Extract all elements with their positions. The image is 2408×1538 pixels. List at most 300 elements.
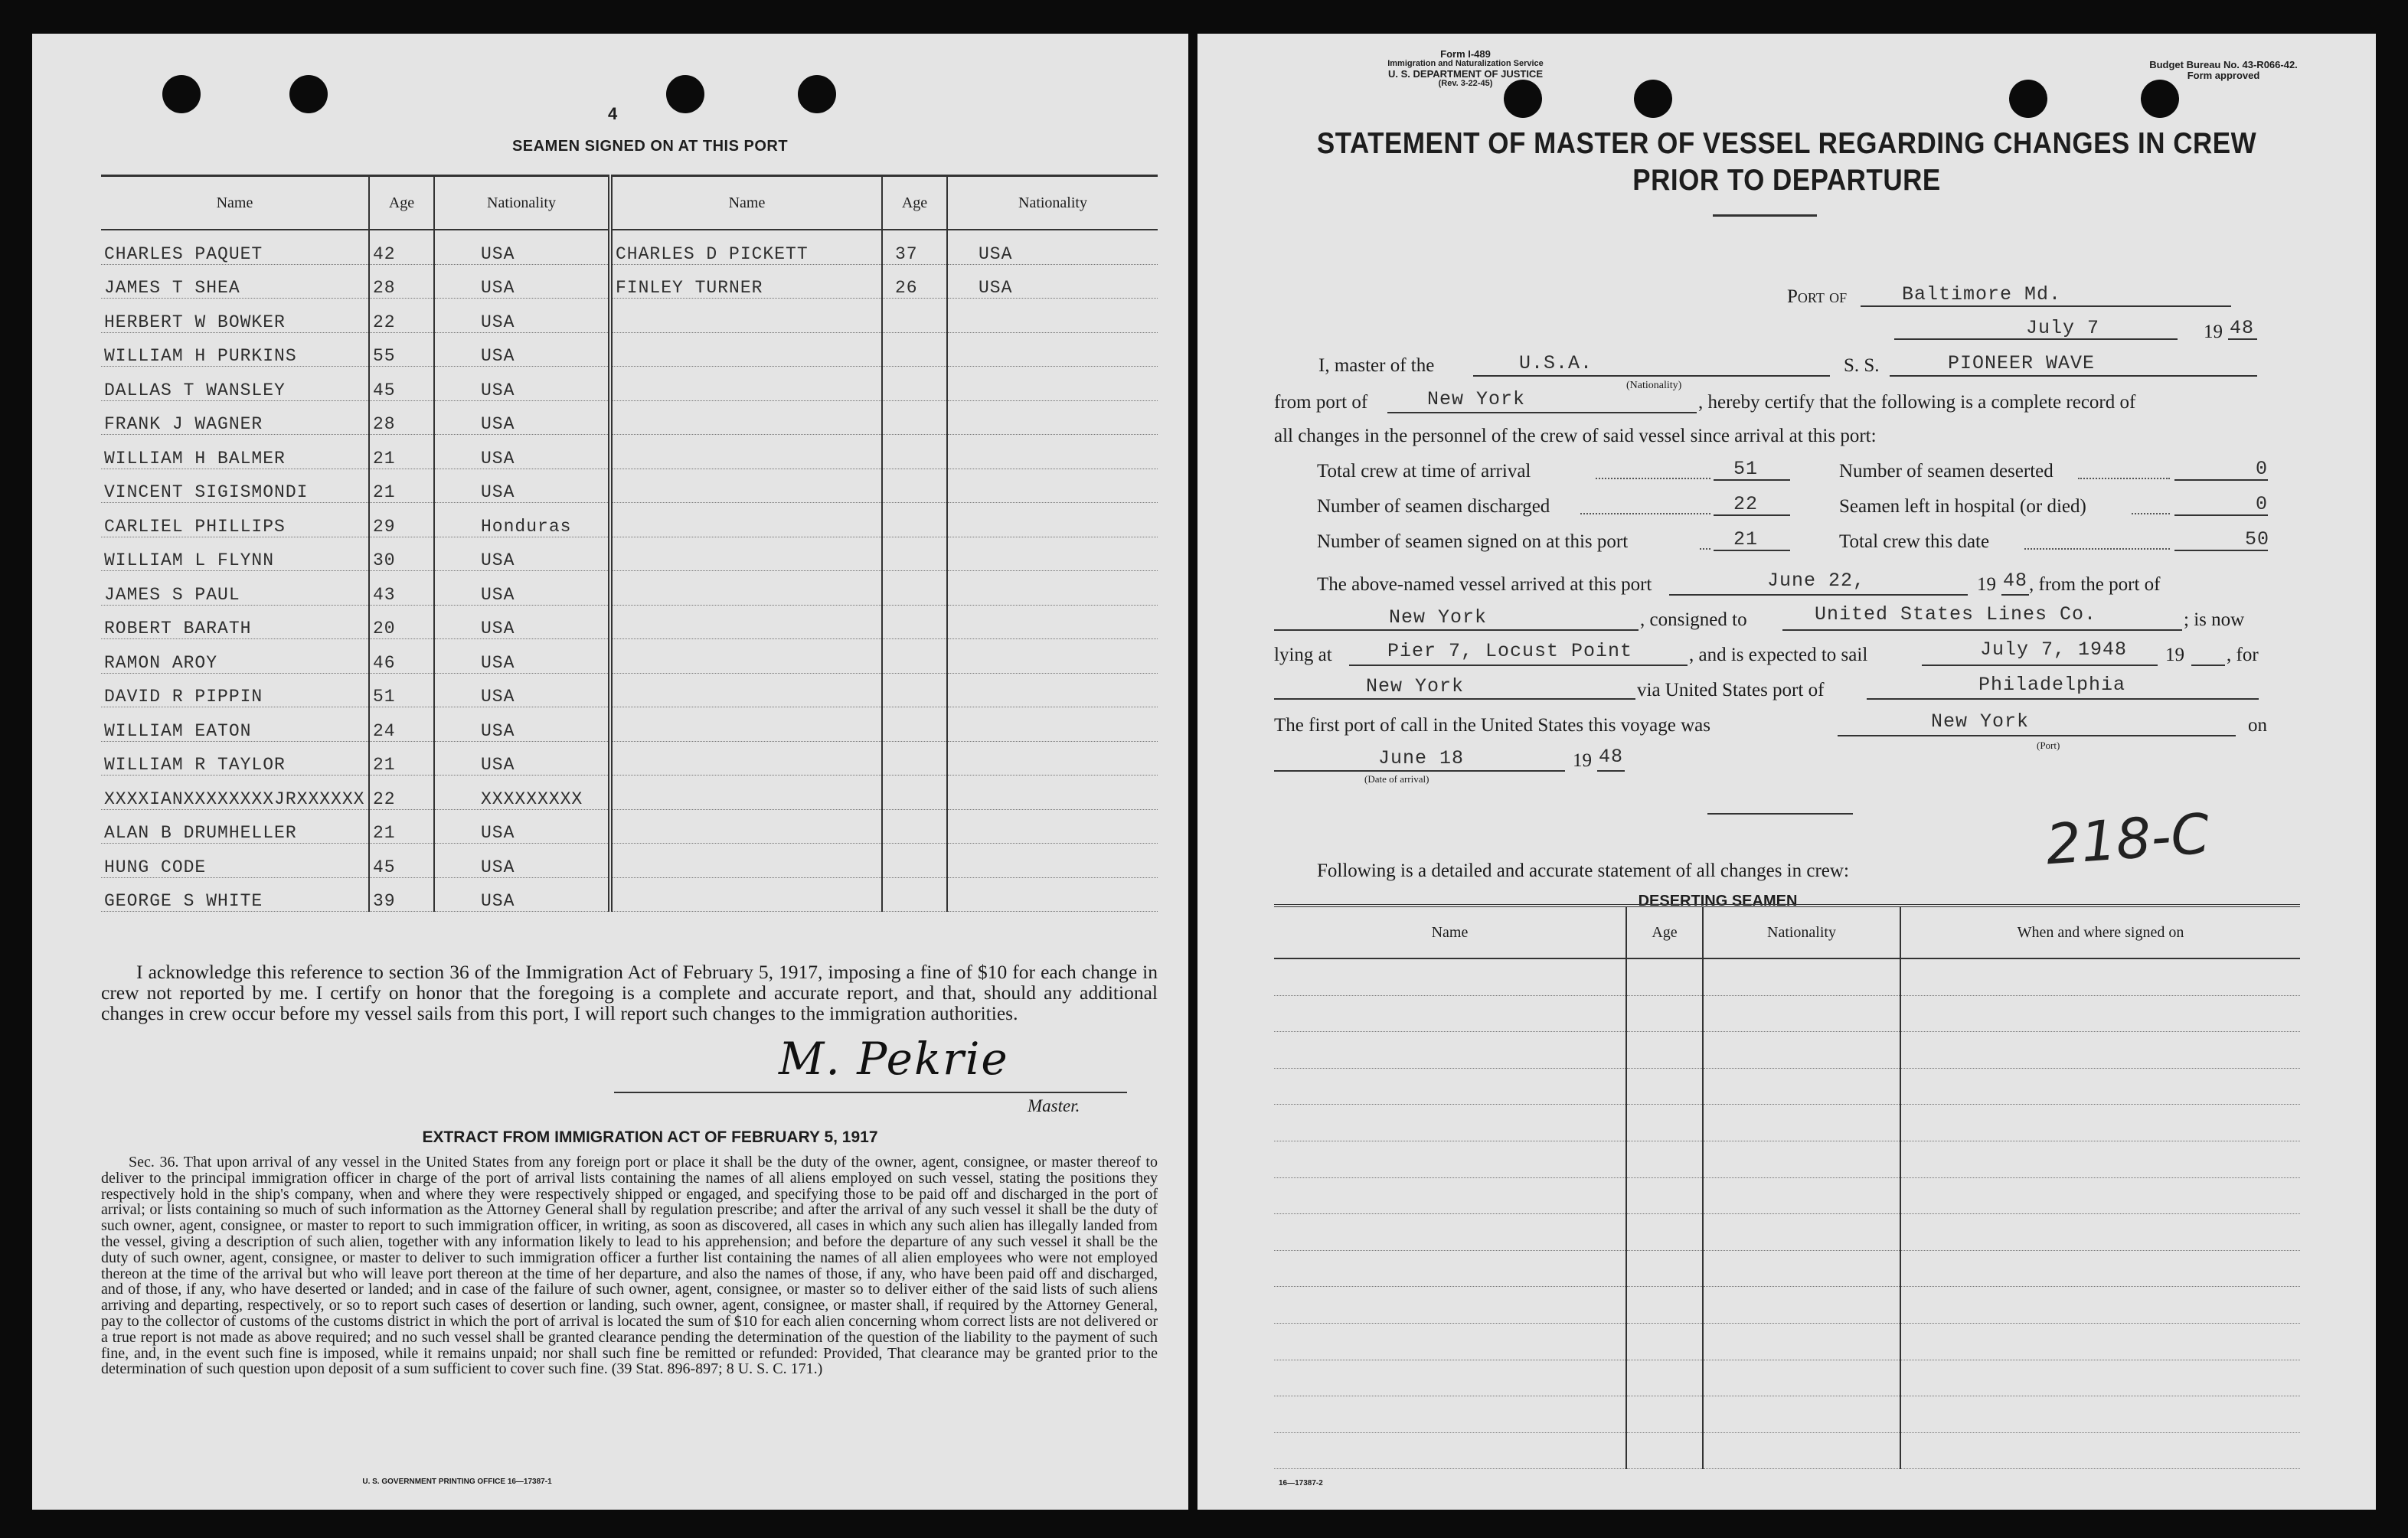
seaman-nationality: USA <box>434 707 610 742</box>
seaman-nationality <box>947 741 1158 776</box>
blank-cell <box>1703 1250 1900 1287</box>
seaman-age <box>882 673 947 707</box>
arrival-date-value: June 18 <box>1378 747 1465 769</box>
seaman-age <box>882 809 947 844</box>
seaman-age: 20 <box>369 605 434 639</box>
blank-cell <box>1626 1287 1703 1324</box>
seaman-age <box>882 367 947 401</box>
seaman-age <box>882 469 947 503</box>
blank-cell <box>1703 1032 1900 1069</box>
blank-cell <box>1626 1360 1703 1396</box>
seamen-signed-on-table <box>101 175 1158 912</box>
seaman-nationality: USA <box>434 605 610 639</box>
punch-hole-icon <box>2141 80 2179 118</box>
blank-cell <box>1274 1360 1626 1396</box>
blank-cell <box>1900 958 2300 995</box>
seaman-name: CHARLES D PICKETT <box>610 230 882 264</box>
left-page <box>32 34 1188 1510</box>
seaman-age: 21 <box>369 809 434 844</box>
seaman-name: JAMES S PAUL <box>101 571 369 606</box>
blank-cell <box>1626 1323 1703 1360</box>
blank-cell <box>1626 1177 1703 1214</box>
table-row <box>101 809 1158 844</box>
column-header-age: Age <box>1626 906 1703 958</box>
revision-date: (Rev. 3-22-45) <box>1438 79 1493 88</box>
discharged-field <box>1714 514 1790 516</box>
seaman-name: WILLIAM L FLYNN <box>101 537 369 571</box>
seaman-age: 45 <box>369 844 434 878</box>
seaman-nationality <box>947 367 1158 401</box>
table-row <box>101 230 1158 264</box>
seaman-age <box>882 877 947 912</box>
table-row <box>101 571 1158 606</box>
table-row <box>101 605 1158 639</box>
deserting-title: DESERTING SEAMEN <box>1638 893 1798 909</box>
arrival-year-value: 48 <box>1599 746 1624 768</box>
seaman-age: 46 <box>369 639 434 674</box>
seaman-nationality: USA <box>434 673 610 707</box>
seaman-age: 39 <box>369 877 434 912</box>
seaman-nationality <box>947 435 1158 469</box>
seaman-nationality <box>947 605 1158 639</box>
seaman-nationality <box>947 400 1158 435</box>
total-date-value: 50 <box>2245 528 2270 550</box>
seaman-age <box>882 741 947 776</box>
blank-cell <box>1274 1432 1626 1469</box>
blank-cell <box>1900 1177 2300 1214</box>
seaman-age: 22 <box>369 299 434 333</box>
column-header-when-where: When and where signed on <box>1900 906 2300 958</box>
footer-code: 16—17387-2 <box>1279 1479 1323 1487</box>
nationality-field <box>1473 375 1830 377</box>
seaman-nationality: USA <box>434 230 610 264</box>
destination-field <box>1274 698 1635 700</box>
year-prefix: 19 <box>2204 322 2223 342</box>
blank-cell <box>1900 1360 2300 1396</box>
seaman-name <box>610 571 882 606</box>
seaman-age <box>882 605 947 639</box>
column-header-nationality: Nationality <box>947 176 1158 230</box>
section-rule <box>1707 813 1853 815</box>
blank-cell <box>1703 1141 1900 1177</box>
blank-cell <box>1626 1141 1703 1177</box>
seaman-name <box>610 776 882 810</box>
arrived-date-field <box>1669 594 1968 596</box>
seaman-age <box>882 571 947 606</box>
year-field <box>2228 338 2257 340</box>
seaman-name: WILLIAM H PURKINS <box>101 332 369 367</box>
seaman-nationality: Honduras <box>434 503 610 537</box>
from-the-port-label: , from the port of <box>2029 574 2161 595</box>
seaman-age: 22 <box>369 776 434 810</box>
agency-name: Immigration and Naturalization Service <box>1387 59 1544 68</box>
total-arrival-value: 51 <box>1733 458 1759 480</box>
seaman-nationality: USA <box>434 571 610 606</box>
blank-cell <box>1703 958 1900 995</box>
seaman-age: 26 <box>882 264 947 299</box>
seaman-age <box>882 639 947 674</box>
seaman-name <box>610 809 882 844</box>
seaman-name <box>610 605 882 639</box>
seaman-age: 43 <box>369 571 434 606</box>
table-row <box>101 469 1158 503</box>
table-row <box>101 776 1158 810</box>
blank-cell <box>1626 1032 1703 1069</box>
table-row <box>101 332 1158 367</box>
leader-dots <box>2078 478 2170 479</box>
seaman-name: FRANK J WAGNER <box>101 400 369 435</box>
table-row <box>1274 1360 2300 1396</box>
seaman-nationality <box>947 639 1158 674</box>
origin-value: New York <box>1389 606 1488 629</box>
blank-cell <box>1626 1396 1703 1433</box>
seaman-age <box>882 776 947 810</box>
on-label: on <box>2248 715 2267 736</box>
seaman-nationality <box>947 877 1158 912</box>
punch-hole-icon <box>798 75 836 113</box>
sail-year-field <box>2191 665 2225 666</box>
seaman-nationality <box>947 299 1158 333</box>
printing-office-line: U. S. GOVERNMENT PRINTING OFFICE 16—17387-1 <box>362 1478 552 1486</box>
blank-cell <box>1703 1432 1900 1469</box>
column-header-age: Age <box>882 176 947 230</box>
via-value: Philadelphia <box>1978 674 2126 696</box>
arrived-date-value: June 22, <box>1767 570 1866 592</box>
total-arrival-field <box>1714 479 1790 481</box>
blank-cell <box>1274 995 1626 1032</box>
seaman-name: HUNG CODE <box>101 844 369 878</box>
seaman-name <box>610 367 882 401</box>
table-row <box>101 844 1158 878</box>
table-row <box>1274 1432 2300 1469</box>
seaman-nationality <box>947 673 1158 707</box>
blank-cell <box>1274 1250 1626 1287</box>
ship-field <box>1890 375 2257 377</box>
seaman-name: CARLIEL PHILLIPS <box>101 503 369 537</box>
blank-cell <box>1274 1287 1626 1324</box>
seaman-age: 45 <box>369 367 434 401</box>
following-text: Following is a detailed and accurate statement of all changes in crew: <box>1317 860 1849 881</box>
sail-date-field <box>1922 665 2158 666</box>
column-header-name: Name <box>101 176 369 230</box>
seaman-age: 24 <box>369 707 434 742</box>
consignee-field <box>1782 629 2182 631</box>
seaman-name <box>610 332 882 367</box>
blank-cell <box>1274 1177 1626 1214</box>
table-row <box>1274 1068 2300 1105</box>
blank-cell <box>1703 1177 1900 1214</box>
deserted-value: 0 <box>2256 458 2269 480</box>
seaman-name: WILLIAM H BALMER <box>101 435 369 469</box>
seaman-age: 30 <box>369 537 434 571</box>
seaman-age: 21 <box>369 741 434 776</box>
first-port-label: The first port of call in the United States this voyage was <box>1274 715 1711 736</box>
from-port-value: New York <box>1427 388 1526 410</box>
seaman-name: XXXXIANXXXXXXXXJRXXXXXX <box>101 776 369 810</box>
first-port-field <box>1838 735 2236 736</box>
table-row <box>1274 995 2300 1032</box>
arrival-year-prefix: 19 <box>1573 750 1592 771</box>
table-row <box>1274 1177 2300 1214</box>
seaman-name <box>610 400 882 435</box>
total-date-label: Total crew this date <box>1839 531 1990 552</box>
lying-at-field <box>1349 665 1688 666</box>
year-value: 48 <box>2230 317 2255 339</box>
blank-cell <box>1626 1250 1703 1287</box>
table-row <box>101 400 1158 435</box>
table-row <box>101 673 1158 707</box>
seaman-nationality: USA <box>434 264 610 299</box>
seaman-name <box>610 639 882 674</box>
budget-bureau-number: Budget Bureau No. 43-R066-42. <box>2149 59 2298 70</box>
certify-text: , hereby certify that the following is a complete record of <box>1698 392 2136 413</box>
table-row <box>1274 1396 2300 1433</box>
seaman-name: DALLAS T WANSLEY <box>101 367 369 401</box>
blank-cell <box>1626 1105 1703 1141</box>
blank-cell <box>1626 1432 1703 1469</box>
total-date-field <box>2174 550 2268 551</box>
seaman-name: RAMON AROY <box>101 639 369 674</box>
lying-at-value: Pier 7, Locust Point <box>1387 640 1633 662</box>
deserting-seamen-table <box>1274 904 2300 1469</box>
blank-cell <box>1274 1105 1626 1141</box>
seaman-nationality: USA <box>947 230 1158 264</box>
seaman-nationality: USA <box>434 877 610 912</box>
hospital-label: Seamen left in hospital (or died) <box>1839 496 2086 517</box>
origin-field <box>1274 629 1639 631</box>
seaman-nationality <box>947 776 1158 810</box>
leader-dots <box>2132 513 2170 514</box>
form-title: STATEMENT OF MASTER OF VESSEL REGARDING CHANGES IN CREW <box>1316 127 2257 160</box>
deserted-field <box>2174 479 2268 481</box>
seaman-nationality <box>947 571 1158 606</box>
sail-year-prefix: 19 <box>2165 645 2184 665</box>
blank-cell <box>1900 1432 2300 1469</box>
table-row <box>1274 1323 2300 1360</box>
leader-dots <box>2024 548 2170 550</box>
blank-cell <box>1703 1360 1900 1396</box>
punch-hole-icon <box>289 75 328 113</box>
seaman-nationality: USA <box>947 264 1158 299</box>
table-row <box>101 503 1158 537</box>
seaman-nationality: USA <box>434 299 610 333</box>
blank-cell <box>1703 1323 1900 1360</box>
table-row <box>1274 1287 2300 1324</box>
seaman-nationality: USA <box>434 537 610 571</box>
sail-date-value: July 7, 1948 <box>1980 638 2128 661</box>
table-row <box>101 741 1158 776</box>
consigned-label: , consigned to <box>1640 609 1747 630</box>
seaman-nationality <box>947 537 1158 571</box>
seaman-name <box>610 707 882 742</box>
seaman-nationality: XXXXXXXXX <box>434 776 610 810</box>
blank-cell <box>1703 1396 1900 1433</box>
seaman-name <box>610 844 882 878</box>
right-page <box>1197 34 2376 1510</box>
blank-cell <box>1274 1396 1626 1433</box>
seaman-name <box>610 435 882 469</box>
signed-on-label: Number of seamen signed on at this port <box>1317 531 1629 552</box>
seaman-nationality: USA <box>434 332 610 367</box>
blank-cell <box>1900 1214 2300 1251</box>
blank-cell <box>1900 1105 2300 1141</box>
certify-text-continued: all changes in the personnel of the crew of said vessel since arrival at this port: <box>1274 426 1877 446</box>
expected-label: , and is expected to sail <box>1689 645 1868 665</box>
total-arrival-label: Total crew at time of arrival <box>1317 461 1531 482</box>
form-number: Form I-489 <box>1440 48 1491 60</box>
seaman-nationality: USA <box>434 400 610 435</box>
seaman-name <box>610 877 882 912</box>
table-row <box>1274 958 2300 995</box>
table-row <box>101 639 1158 674</box>
blank-cell <box>1274 958 1626 995</box>
punch-hole-icon <box>1634 80 1672 118</box>
consignee-value: United States Lines Co. <box>1815 603 2097 625</box>
acknowledgement-text: I acknowledge this reference to section 36 of the Immigration Act of February 5, 1917, imposing a fine of $10 for each change in crew not reported by me. I certify on honor that the foregoing is a complete and accurate report, and that, should any additional changes in crew occur before my vessel sails from this port, I will report such changes to the immigration authorities. <box>101 961 1158 1024</box>
signed-on-field <box>1714 550 1790 551</box>
seaman-name <box>610 537 882 571</box>
table-row <box>101 537 1158 571</box>
blank-cell <box>1900 1141 2300 1177</box>
title-rule <box>1713 214 1817 217</box>
seaman-nationality <box>947 503 1158 537</box>
seaman-nationality <box>947 707 1158 742</box>
extract-title: EXTRACT FROM IMMIGRATION ACT OF FEBRUARY 5, 1917 <box>422 1128 878 1146</box>
destination-value: New York <box>1366 675 1465 697</box>
form-subtitle: PRIOR TO DEPARTURE <box>1632 164 1941 197</box>
blank-cell <box>1900 1250 2300 1287</box>
seaman-age: 42 <box>369 230 434 264</box>
blank-cell <box>1274 1141 1626 1177</box>
seaman-nationality: USA <box>434 741 610 776</box>
blank-cell <box>1900 1287 2300 1324</box>
seaman-age: 51 <box>369 673 434 707</box>
handwritten-note: 218-C <box>2044 801 2212 877</box>
arrived-label: The above-named vessel arrived at this port <box>1317 574 1652 595</box>
seaman-name: ALAN B DRUMHELLER <box>101 809 369 844</box>
port-caption: (Port) <box>2037 740 2060 751</box>
nationality-value: U.S.A. <box>1519 352 1593 374</box>
seaman-name: VINCENT SIGISMONDI <box>101 469 369 503</box>
deserted-label: Number of seamen deserted <box>1839 461 2053 482</box>
seaman-name <box>610 673 882 707</box>
seaman-name: WILLIAM R TAYLOR <box>101 741 369 776</box>
blank-cell <box>1703 1214 1900 1251</box>
punch-hole-icon <box>666 75 704 113</box>
arrival-year-field <box>1597 770 1625 772</box>
table-row <box>101 435 1158 469</box>
seaman-age <box>882 435 947 469</box>
seaman-age <box>882 844 947 878</box>
hospital-value: 0 <box>2256 493 2269 515</box>
section-title: SEAMEN SIGNED ON AT THIS PORT <box>511 138 789 155</box>
seaman-age <box>882 299 947 333</box>
blank-cell <box>1703 1287 1900 1324</box>
blank-cell <box>1900 995 2300 1032</box>
seaman-nationality: USA <box>434 639 610 674</box>
table-row <box>101 877 1158 912</box>
punch-hole-icon <box>2009 80 2047 118</box>
seaman-nationality: USA <box>434 367 610 401</box>
seaman-nationality: USA <box>434 809 610 844</box>
date-of-arrival-caption: (Date of arrival) <box>1364 773 1429 785</box>
arrived-year-field <box>2001 594 2029 596</box>
discharged-value: 22 <box>1733 493 1759 515</box>
seaman-nationality <box>947 844 1158 878</box>
signature-line <box>614 1092 1127 1093</box>
discharged-label: Number of seamen discharged <box>1317 496 1550 517</box>
master-label: Master. <box>1028 1096 1080 1115</box>
via-label: via United States port of <box>1637 680 1825 700</box>
column-header-nationality: Nationality <box>1703 906 1900 958</box>
leader-dots <box>1700 548 1710 550</box>
master-signature: M. Pekrie <box>779 1033 1009 1085</box>
seaman-age <box>882 537 947 571</box>
blank-cell <box>1900 1323 2300 1360</box>
date-value: July 7 <box>2026 317 2100 339</box>
seaman-name: WILLIAM EATON <box>101 707 369 742</box>
blank-cell <box>1626 1068 1703 1105</box>
from-port-field <box>1387 412 1697 413</box>
column-header-age: Age <box>369 176 434 230</box>
seaman-name <box>610 503 882 537</box>
blank-cell <box>1274 1068 1626 1105</box>
arrived-year-value: 48 <box>2003 570 2028 592</box>
blank-cell <box>1703 1105 1900 1141</box>
extract-text: Sec. 36. That upon arrival of any vessel in the United States from any foreign port or place it shall be the duty of the owner, agent, consignee, or master thereof to deliver to the principal immigration officer in charge of the port of arrival lists containing the names of all aliens employed on such vessel, stating the positions they respectively hold in the ship's company, when and where they were respectively shipped or engaged, and specifying those to be paid off and discharged in the port of arrival; or lists containing so much of such information as the Attorney General shall by regulation prescribe; and after the arrival of any such vessel it shall be the duty of such owner, agent, consignee, or master to report to such immigration officer, in writing, as soon as discovered, all cases in which any such alien has illegally landed from the vessel, giving a description of such alien, together with any information likely to lead to his apprehension; and before the departure of any such vessel it shall be the duty of such owner, agent, consignee, or master to deliver to such immigration officer a further list containing the names of all alien employees who were not employed thereon at the time of the arrival but who will leave port thereon at the time of her departure, and also the names of those, if any, who have been paid off and discharged, and of those, if any, who have deserted or landed; and in case of the failure of such owner, agent, consignee, or master so to deliver either of the said lists of such aliens arriving and departing, respectively, or so to report such cases of desertion or landing, such owner, agent, consignee, or master shall, if required by the Attorney General, pay to the collector of customs of the customs district in which the port of arrival is located the sum of $10 for each alien concerning whom correct lists are not delivered or a true report is not made as above required; and no such vessel shall be granted clearance pending the determination of the question of the liability to the payment of such fine, and, in the event such fine is imposed, while it remains unpaid; nor shall such fine be remitted or refunded: Provided, That clearance may be granted prior to the determination of such question upon deposit of a sum sufficient to cover such fine. (39 Stat. 896-897; 8 U. S. C. 171.) <box>101 1154 1158 1378</box>
seaman-age: 55 <box>369 332 434 367</box>
seaman-nationality <box>947 809 1158 844</box>
form-header <box>1351 49 1580 89</box>
table-row <box>101 367 1158 401</box>
arrived-year-prefix: 19 <box>1977 574 1996 595</box>
seaman-nationality <box>947 332 1158 367</box>
blank-cell <box>1900 1396 2300 1433</box>
punch-hole-icon <box>162 75 201 113</box>
table-row <box>1274 1214 2300 1251</box>
seaman-nationality: USA <box>434 435 610 469</box>
seaman-nationality: USA <box>434 844 610 878</box>
seaman-age: 28 <box>369 264 434 299</box>
blank-cell <box>1900 1068 2300 1105</box>
port-label: Port of <box>1787 286 1848 307</box>
first-port-value: New York <box>1931 710 2030 733</box>
master-of-label: I, master of the <box>1318 355 1435 376</box>
page-number: 4 <box>608 104 618 123</box>
seaman-age: 37 <box>882 230 947 264</box>
table-row <box>1274 1141 2300 1177</box>
from-port-label: from port of <box>1274 392 1368 413</box>
seaman-age <box>882 400 947 435</box>
seaman-age <box>882 332 947 367</box>
table-row <box>101 264 1158 299</box>
blank-cell <box>1274 1214 1626 1251</box>
seaman-name: HERBERT W BOWKER <box>101 299 369 333</box>
via-field <box>1867 698 2259 700</box>
port-field <box>1861 305 2231 307</box>
seaman-name: JAMES T SHEA <box>101 264 369 299</box>
seaman-name <box>610 299 882 333</box>
seaman-nationality <box>947 469 1158 503</box>
seaman-age <box>882 503 947 537</box>
column-header-nationality: Nationality <box>434 176 610 230</box>
signed-on-value: 21 <box>1733 528 1759 550</box>
budget-bureau-note <box>2086 60 2361 81</box>
leader-dots <box>1580 513 1710 514</box>
for-label: , for <box>2227 645 2259 665</box>
seaman-name: GEORGE S WHITE <box>101 877 369 912</box>
nationality-caption: (Nationality) <box>1626 380 1682 391</box>
